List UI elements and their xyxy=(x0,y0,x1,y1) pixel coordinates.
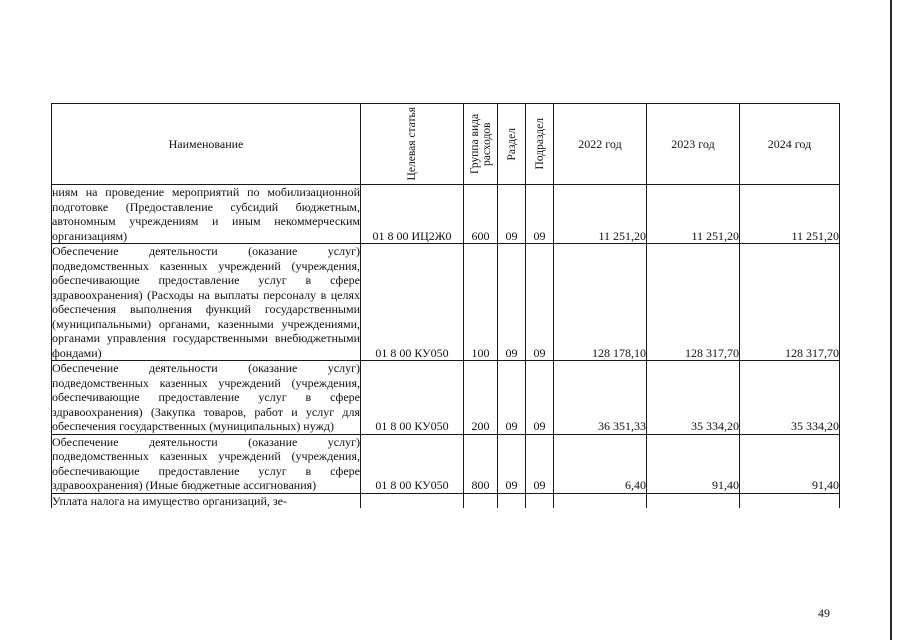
row-amount-2022: 6,40 xyxy=(554,434,647,493)
row-amount-2024: 11 251,20 xyxy=(740,185,840,244)
row-amount-2022: 11 251,20 xyxy=(554,185,647,244)
header-subsection: Подраздел xyxy=(526,104,554,185)
row-amount-2023: 11 251,20 xyxy=(647,185,740,244)
header-section: Раздел xyxy=(498,104,526,185)
row-target-article: 01 8 00 КУ050 xyxy=(361,361,464,435)
page-edge-line xyxy=(890,0,892,640)
table-row-continued xyxy=(52,493,840,508)
row-amount-2024: 35 334,20 xyxy=(740,361,840,435)
header-year-2022: 2022 год xyxy=(554,104,647,185)
row-expense-group: 800 xyxy=(464,434,498,493)
row-name: Уплата налога на имущество организаций, зе- xyxy=(52,493,361,508)
row-section: 09 xyxy=(498,244,526,361)
row-amount-2023: 35 334,20 xyxy=(647,361,740,435)
header-name: Наименование xyxy=(52,104,361,185)
row-name: Обеспечение деятельности (оказание услуг) подведомственных казенных учреждений (учреждения, обеспечивающие предоставление услуг в сфере здравоохранения) (Иные бюджетные ассигнования) xyxy=(52,434,360,492)
row-section: 09 xyxy=(498,185,526,244)
row-subsection: 09 xyxy=(526,434,554,493)
row-section xyxy=(498,493,526,508)
header-year-2023: 2023 год xyxy=(647,104,740,185)
table-row xyxy=(52,434,840,493)
table-row xyxy=(52,361,840,435)
page-number: 49 xyxy=(818,606,830,620)
row-section: 09 xyxy=(498,361,526,435)
header-year-2024: 2024 год xyxy=(740,104,840,185)
row-name: Обеспечение деятельности (оказание услуг) подведомственных казенных учреждений (учреждения, обеспечивающие предоставление услуг в сфере здравоохранения) (Закупка товаров, работ и услуг для обеспечения государственных (муниципальных) нужд) xyxy=(52,361,360,433)
row-amount-2024: 91,40 xyxy=(740,434,840,493)
row-amount-2023: 91,40 xyxy=(647,434,740,493)
table-row xyxy=(52,185,840,244)
row-subsection: 09 xyxy=(526,361,554,435)
row-subsection: 09 xyxy=(526,244,554,361)
budget-table xyxy=(51,103,840,508)
row-amount-2023 xyxy=(647,493,740,508)
row-expense-group: 600 xyxy=(464,185,498,244)
row-expense-group: 100 xyxy=(464,244,498,361)
row-name: Обеспечение деятельности (оказание услуг) подведомственных казенных учреждений (учреждения, обеспечивающие предоставление услуг в сфере здравоохранения) (Расходы на выплаты персоналу в целях обеспечения выполнения функций государственными (муниципальными) органами, казенными учреждениями, органами управления государственными внебюджетными фондами) xyxy=(52,244,360,360)
row-target-article: 01 8 00 КУ050 xyxy=(361,244,464,361)
row-section: 09 xyxy=(498,434,526,493)
row-amount-2022: 36 351,33 xyxy=(554,361,647,435)
row-subsection xyxy=(526,493,554,508)
row-target-article xyxy=(361,493,464,508)
table-header-row xyxy=(52,104,840,185)
row-target-article: 01 8 00 ИЦ2Ж0 xyxy=(361,185,464,244)
header-target-article: Целевая статья xyxy=(361,104,464,185)
row-subsection: 09 xyxy=(526,185,554,244)
row-amount-2023: 128 317,70 xyxy=(647,244,740,361)
table-row xyxy=(52,244,840,361)
row-amount-2024: 128 317,70 xyxy=(740,244,840,361)
header-expense-group: Группа вида расходов xyxy=(464,104,498,185)
row-amount-2022 xyxy=(554,493,647,508)
row-expense-group xyxy=(464,493,498,508)
row-amount-2022: 128 178,10 xyxy=(554,244,647,361)
row-target-article: 01 8 00 КУ050 xyxy=(361,434,464,493)
row-name: ниям на проведение мероприятий по мобилизационной подготовке (Предоставление субсидий бюджетным, автономным учреждениям и иным некоммерческим организациям) xyxy=(52,185,360,243)
row-amount-2024 xyxy=(740,493,840,508)
row-expense-group: 200 xyxy=(464,361,498,435)
